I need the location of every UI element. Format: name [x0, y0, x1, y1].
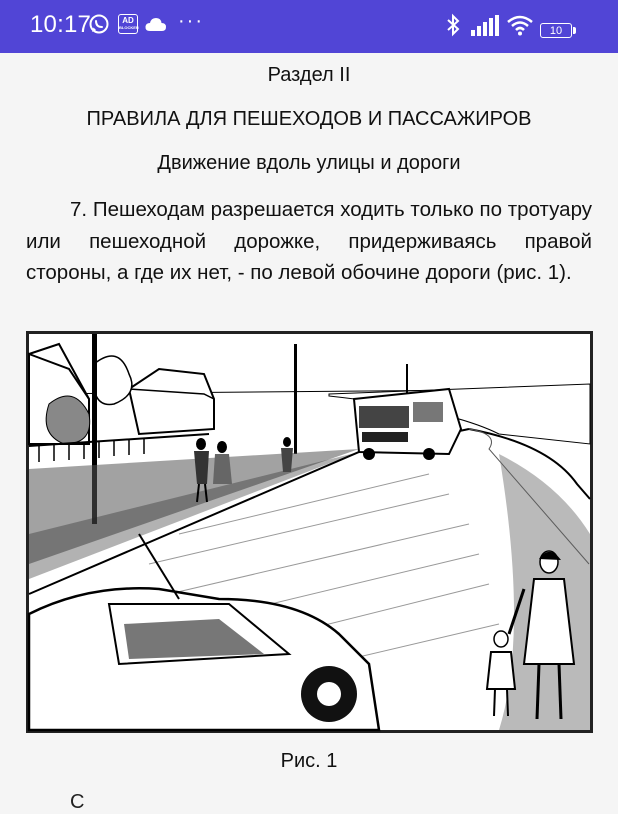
street-scene-drawing: [29, 334, 590, 730]
ad-blocker-icon: AD BLOCKER: [118, 14, 138, 34]
cloud-icon: [145, 17, 167, 32]
wifi-icon: [506, 14, 534, 36]
figure-1-illustration: [26, 331, 593, 733]
cellular-signal-icon: [470, 15, 500, 37]
battery-icon: [540, 23, 572, 38]
subsection-heading: Движение вдоль улицы и дороги: [157, 152, 461, 174]
rule-7-text: 7. Пешеходам разрешается ходить только по тротуару или пешеходной дорожке, придерживаясь правой стороны, а где их нет, - по левой обочине дороги (рис. 1).: [26, 198, 592, 284]
bus-drawing: [354, 389, 461, 460]
rule-paragraph: [26, 194, 592, 289]
battery-level: 10: [549, 25, 563, 37]
bluetooth-icon: [446, 13, 460, 37]
status-time: 10:17: [30, 11, 92, 38]
status-bar: [0, 0, 618, 53]
more-notifications-icon: ···: [178, 10, 204, 32]
chapter-heading: ПРАВИЛА ДЛЯ ПЕШЕХОДОВ И ПАССАЖИРОВ: [86, 108, 532, 130]
car-drawing: [29, 534, 379, 730]
whatsapp-icon: [88, 13, 110, 35]
section-title: Раздел II: [267, 64, 351, 86]
figure-caption: Рис. 1: [280, 750, 338, 772]
next-paragraph-fragment: С: [70, 791, 85, 813]
